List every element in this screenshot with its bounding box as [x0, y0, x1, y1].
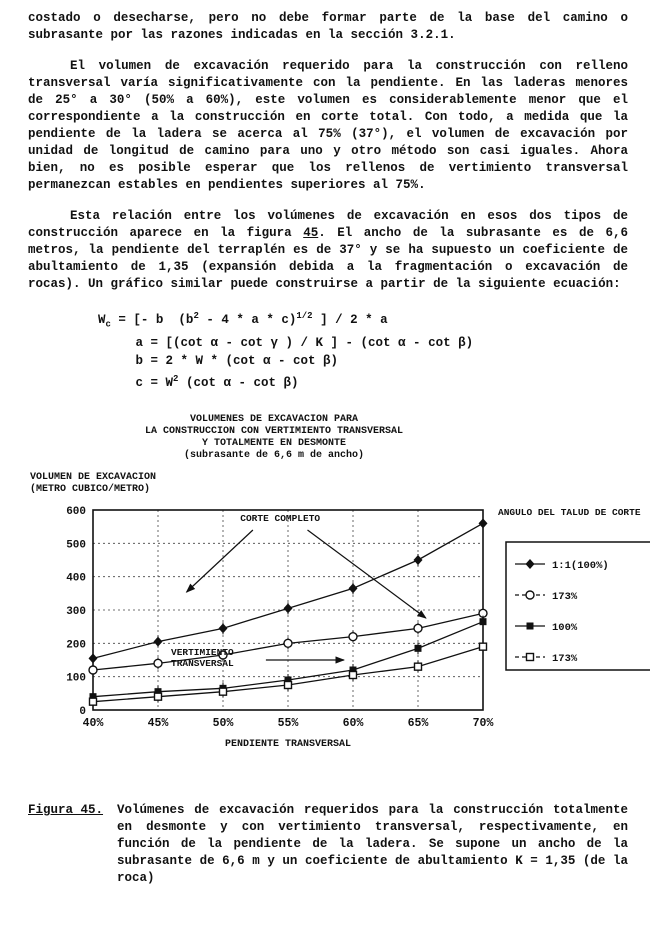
x-tick-label: 70%: [472, 716, 494, 730]
paragraph-3: Esta relación entre los volúmenes de excavación en esos dos tipos de construcción aparece en la figura 45. El ancho de la subrasante es de 6,6 metros, la pendiente del terraplén es de 37° y se ha supuesto un coeficiente de abultamiento de 1,35 (expansión debida a la fragmentación o excavación de rocas). Un gráfico similar puede construirse a partir de la siguiente ecuación:: [28, 209, 629, 291]
figure-caption-text: Volúmenes de excavación requeridos para la construcción totalmente en desmonte y con vertimiento transversal, respectivamente, en función de la pendiente de la ladera. Se supone un ancho de la subrasante de 6,6 m y un coeficiente de abultamiento K = 1,35 (de la roca): [117, 802, 628, 885]
y-axis-label-line-1: VOLUMEN DE EXCAVACION: [30, 471, 157, 483]
y-axis-label: [30, 472, 628, 496]
y-tick-label: 0: [79, 705, 86, 718]
y-tick-label: 200: [66, 639, 86, 652]
x-tick-label: 60%: [342, 716, 364, 730]
annotation-arrow: [187, 530, 253, 592]
y-tick-label: 400: [66, 572, 86, 585]
chart-annotations: [171, 513, 426, 669]
x-tick-label: 55%: [277, 716, 299, 730]
y-tick-labels: [66, 506, 86, 718]
chart-title: [54, 414, 494, 462]
legend-label: 100%: [552, 621, 578, 634]
annotation-text: VERTIMIENTO: [171, 646, 234, 658]
y-tick-label: 300: [66, 605, 86, 618]
equation-line-b: b = 2 * W * (cot α - cot β): [98, 353, 339, 368]
legend-label: 173%: [552, 652, 578, 665]
equation-block: [98, 307, 628, 392]
y-tick-label: 600: [66, 505, 86, 518]
figure-caption: [28, 802, 628, 887]
legend-title: ANGULO DEL TALUD DE CORTE: [498, 506, 641, 518]
y-tick-label: 100: [66, 672, 86, 685]
annotation-text: CORTE COMPLETO: [240, 512, 321, 524]
legend-label: 1:1(100%): [552, 559, 609, 572]
equation-line-wc: $W_c$ = [- b ($b^2 - 4$ * a * c)$^{1/2}$ ] / 2 * a: [98, 311, 388, 330]
chart-title-line-4: (subrasante de 6,6 m de ancho): [183, 449, 365, 461]
y-tick-label: 500: [66, 539, 86, 552]
x-tick-label: 45%: [147, 716, 169, 730]
x-tick-label: 65%: [407, 716, 429, 730]
excavation-volume-chart: [28, 498, 650, 748]
x-axis-label: PENDIENTE TRANSVERSAL: [224, 738, 352, 748]
annotation-text: TRANSVERSAL: [171, 657, 234, 669]
x-tick-label: 50%: [212, 716, 234, 730]
x-tick-label: 40%: [82, 716, 104, 730]
chart-title-line-2: LA CONSTRUCCION CON VERTIMIENTO TRANSVERSAL: [144, 425, 404, 437]
equation-line-a: a = [(cot α - cot γ ) / K ] - (cot α - cot β): [98, 335, 474, 350]
y-axis-label-line-2: (METRO CUBICO/METRO): [30, 483, 151, 495]
paragraph-1: costado o desecharse, pero no debe formar parte de la base del camino o subrasante por las razones indicadas en la sección 3.2.1.: [28, 11, 628, 42]
figure-caption-label: Figura 45.: [28, 802, 104, 817]
paragraph-2: El volumen de excavación requerido para la construcción con relleno transversal varía significativamente con la pendiente. En las laderas menores de 25° a 30° (50% a 60%), este volumen es considerablemente menor que el correspondiente a la construcción en corte total. Con todo, a medida que la pendiente de la ladera se acerca al 75% (37°), el volumen de excavación por unidad de longitud de camino para uno y otro método son casi iguales. Ahora bien, no es posible esperar que los rellenos de vertimiento transversal permanezcan estables en pendientes superiores al 75%.: [28, 59, 628, 192]
legend-label: 173%: [552, 590, 578, 603]
x-tick-labels: [83, 717, 494, 730]
chart-title-line-1: VOLUMENES DE EXCAVACION PARA: [189, 413, 359, 425]
equation-line-c: $c = W^2$ (cot α - cot β): [98, 373, 299, 390]
chart-figure: [28, 498, 641, 748]
chart-legend: [498, 507, 650, 670]
chart-title-line-3: Y TOTALMENTE EN DESMONTE: [201, 437, 347, 449]
